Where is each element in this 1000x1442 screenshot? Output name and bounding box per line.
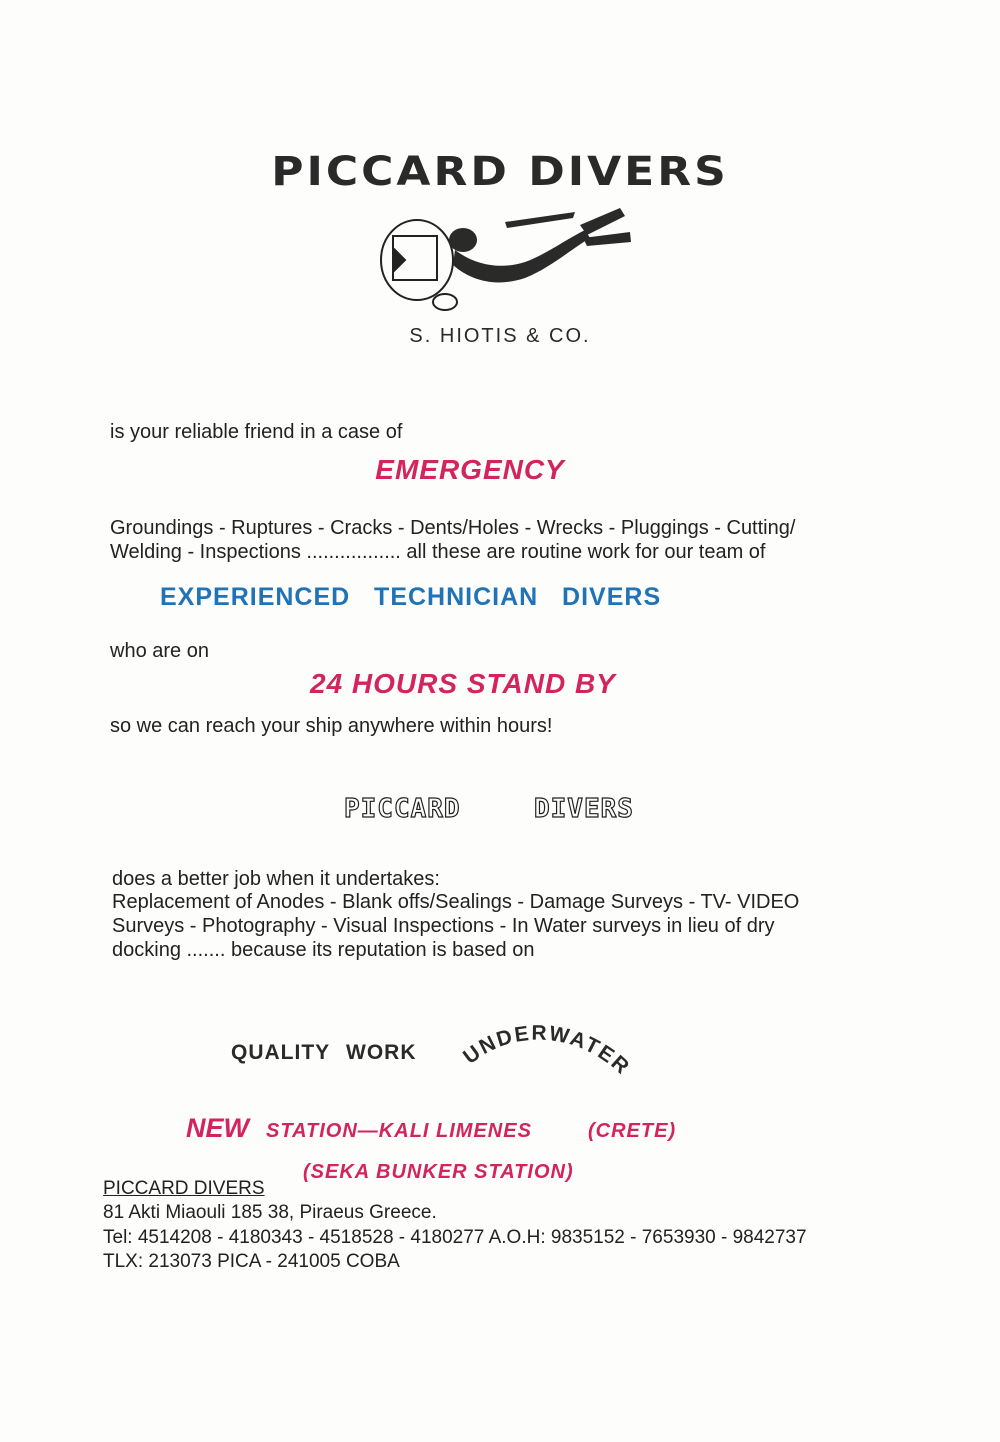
emergency-heading: EMERGENCY [375,454,565,485]
station-new: NEW [186,1113,249,1143]
station-bunker: (SEKA BUNKER STATION) [303,1161,574,1183]
company-subtitle: S. HIOTIS & CO. [409,325,591,347]
who-are-on-line: who are on [110,640,209,662]
reach-line: so we can reach your ship anywhere within hours! [110,715,553,737]
station-name: STATION—KALI LIMENES [266,1120,532,1142]
slogan-quality: QUALITY [231,1041,331,1064]
services-line-2: Welding - Inspections ................. all these are routine work for our team of [110,541,766,563]
slogan-underwater-arc [455,1020,665,1110]
second-logo-word-1: PICCARD [344,794,461,824]
diver-head [449,228,477,252]
undertakes-line-1: does a better job when it undertakes: [112,868,440,890]
company-logo-text: PICCARD DIVERS [271,148,729,195]
slogan-work: WORK [346,1041,417,1064]
scooter-nose [395,250,405,270]
footer-tlx: TLX: 213073 PICA - 241005 COBA [103,1251,400,1272]
slogan-underwater: UNDERWATER [459,1021,635,1080]
undertakes-line-2: Replacement of Anodes - Blank offs/Sealings - Damage Surveys - TV- VIDEO [112,891,800,913]
station-region: (CRETE) [588,1120,677,1142]
footer-tel: Tel: 4514208 - 4180343 - 4518528 - 4180277 A.O.H: 9835152 - 7653930 - 9842737 [103,1227,807,1248]
diver-scooter-illustration [375,200,640,315]
services-line-1: Groundings - Ruptures - Cracks - Dents/Holes - Wrecks - Pluggings - Cutting/ [110,517,796,539]
undertakes-line-3: Surveys - Photography - Visual Inspections - In Water surveys in lieu of dry [112,915,775,937]
diver-fin-top [580,208,625,235]
scooter-fin [433,294,457,310]
intro-line: is your reliable friend in a case of [110,421,403,443]
footer-company: PICCARD DIVERS [103,1178,265,1199]
diver-fin-bottom [583,232,631,246]
footer-address: 81 Akti Miaouli 185 38, Piraeus Greece. [103,1202,437,1223]
scooter-body [381,220,453,300]
diver-tank [505,212,575,228]
second-logo-word-2: DIVERS [534,794,634,824]
experienced-divers-heading: EXPERIENCED TECHNICIAN DIVERS [160,583,662,611]
svg-text:UNDERWATER [459,1022,635,1080]
standby-heading: 24 HOURS STAND BY [310,668,616,699]
undertakes-line-4: docking ....... because its reputation is based on [112,939,535,961]
